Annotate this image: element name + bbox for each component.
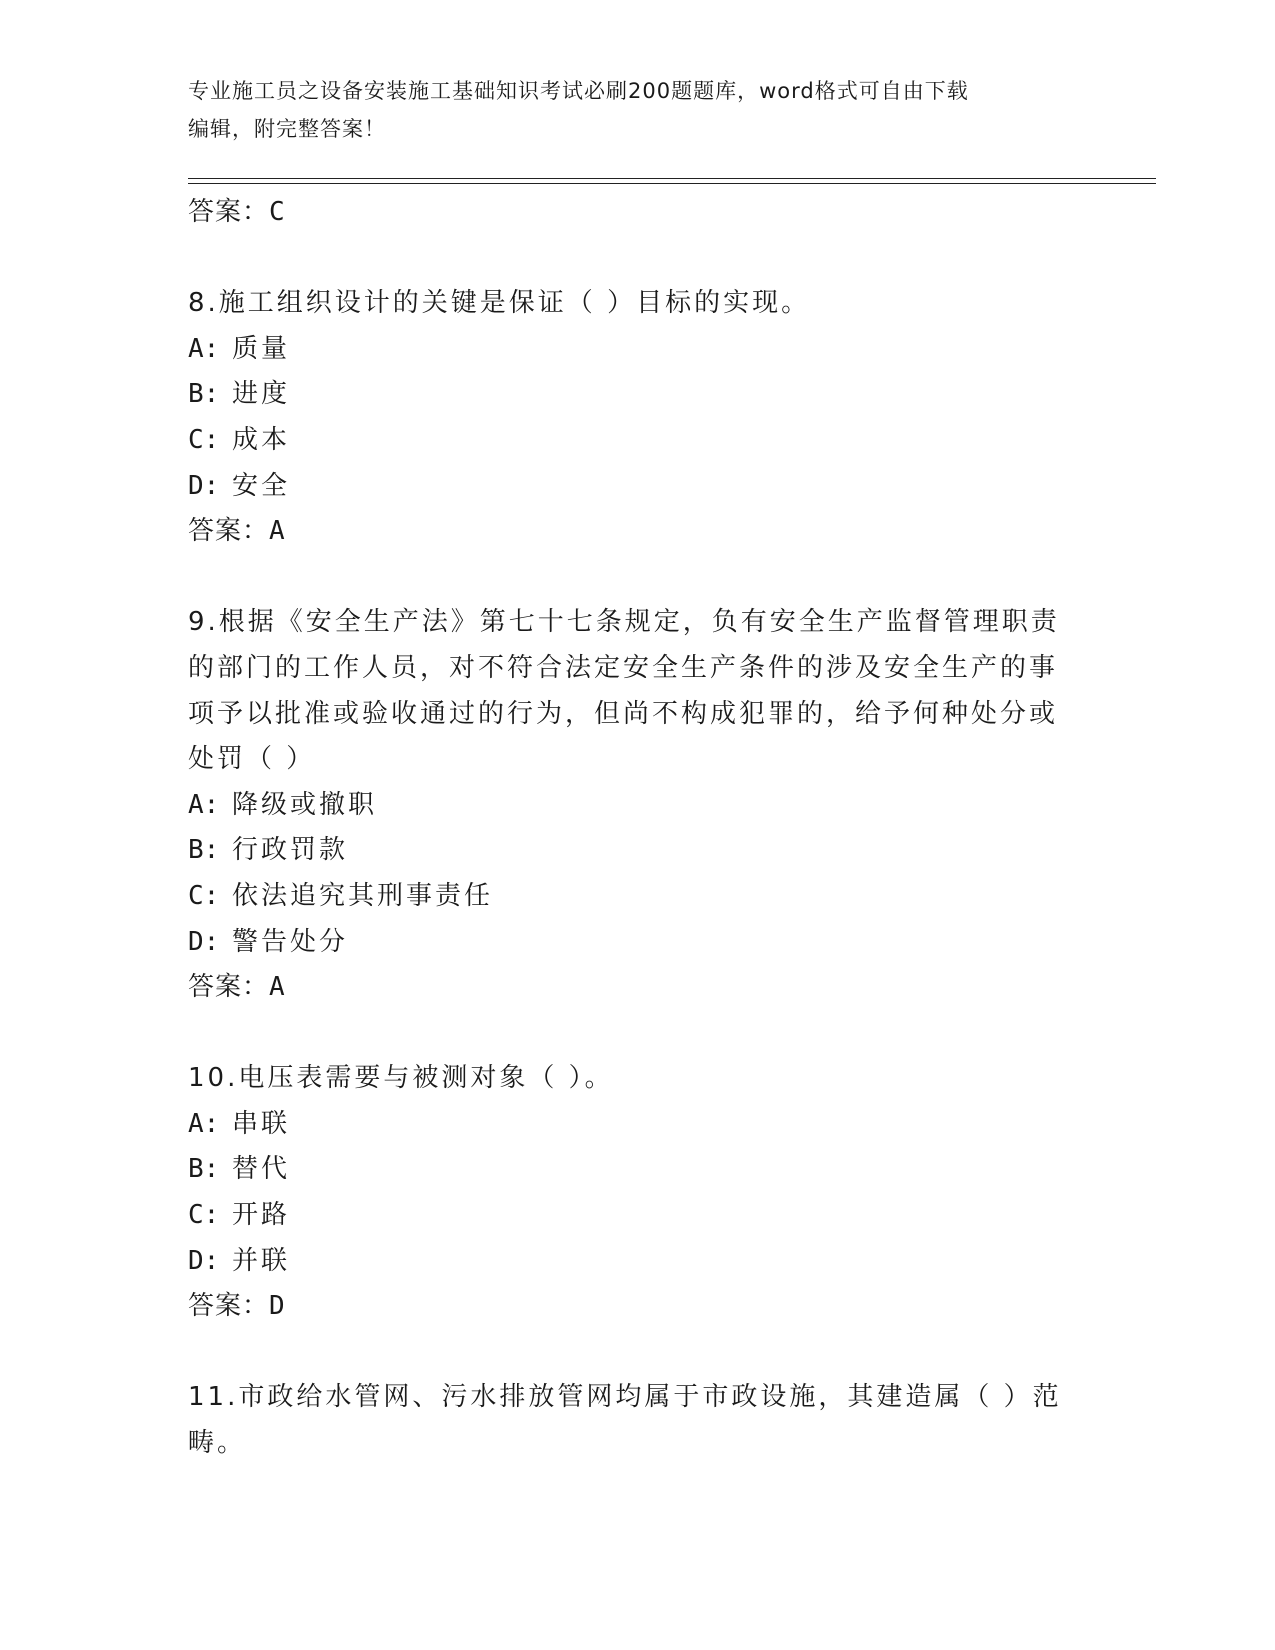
question-text: 的部门的工作人员，对不符合法定安全生产条件的涉及安全生产的事 [188, 652, 1059, 683]
option-text: 替代 [232, 1154, 291, 1185]
option-letter: A: [188, 1108, 220, 1139]
option-a [188, 783, 1088, 829]
option-letter: C: [188, 424, 220, 455]
option-d [188, 920, 1088, 966]
answer-value: D [269, 1291, 286, 1322]
option-text: 成本 [232, 424, 291, 455]
question-9 [188, 600, 1088, 1010]
option-letter: B: [188, 1154, 220, 1185]
option-d [188, 1239, 1088, 1285]
option-letter: D: [188, 1245, 220, 1276]
question-10 [188, 1056, 1088, 1330]
header-line-1: 专业施工员之设备安装施工基础知识考试必刷200题题库，word格式可自由下载 [188, 79, 969, 103]
question-text: 11.市政给水管网、污水排放管网均属于市政设施，其建造属（ ）范 [188, 1382, 1062, 1413]
question-text: 8.施工组织设计的关键是保证（ ）目标的实现。 [188, 288, 811, 319]
question-8 [188, 281, 1088, 555]
answer-label: 答案： [188, 197, 270, 227]
answer-label: 答案： [188, 1291, 270, 1322]
question-text: 项予以批准或验收通过的行为，但尚不构成犯罪的，给予何种处分或 [188, 698, 1059, 729]
option-letter: C: [188, 1200, 220, 1231]
option-text: 安全 [232, 470, 291, 501]
option-text: 开路 [232, 1200, 291, 1231]
question-text: 处罚（ ） [188, 744, 316, 775]
option-letter: B: [188, 835, 220, 866]
option-text: 串联 [232, 1108, 291, 1139]
option-b [188, 372, 1088, 418]
option-d [188, 464, 1088, 510]
option-letter: B: [188, 379, 220, 410]
question-text: 9.根据《安全生产法》第七十七条规定，负有安全生产监督管理职责 [188, 607, 1060, 638]
header-rule-bottom [188, 183, 1156, 184]
option-text: 行政罚款 [232, 835, 349, 866]
option-letter: C: [188, 880, 220, 911]
option-text: 进度 [232, 379, 291, 410]
option-letter: A: [188, 333, 220, 364]
question-text: 畴。 [188, 1428, 247, 1459]
answer-line [188, 965, 1088, 1011]
option-letter: A: [188, 789, 220, 820]
option-b [188, 828, 1088, 874]
answer-value: C [269, 197, 286, 227]
option-letter: D: [188, 470, 220, 501]
document-header [188, 72, 1088, 148]
header-rule-top [188, 178, 1156, 179]
option-c [188, 874, 1088, 920]
option-text: 警告处分 [232, 926, 349, 957]
option-a [188, 1102, 1088, 1148]
question-11 [188, 1375, 1088, 1466]
question-text: 10.电压表需要与被测对象（ ）。 [188, 1063, 614, 1094]
header-line-2: 编辑，附完整答案！ [188, 117, 386, 141]
option-text: 并联 [232, 1245, 291, 1276]
option-a [188, 327, 1088, 373]
option-letter: D: [188, 926, 220, 957]
option-text: 质量 [232, 333, 291, 364]
option-c [188, 418, 1088, 464]
answer-line [188, 509, 1088, 555]
answer-value: A [269, 972, 286, 1003]
option-c [188, 1193, 1088, 1239]
question-list [188, 190, 1088, 1467]
answer-label: 答案： [188, 516, 270, 547]
option-b [188, 1147, 1088, 1193]
answer-label: 答案： [188, 972, 270, 1003]
answer-line [188, 190, 1088, 236]
option-text: 降级或撤职 [232, 789, 378, 820]
answer-value: A [269, 516, 286, 547]
option-text: 依法追究其刑事责任 [232, 880, 494, 911]
answer-line [188, 1284, 1088, 1330]
